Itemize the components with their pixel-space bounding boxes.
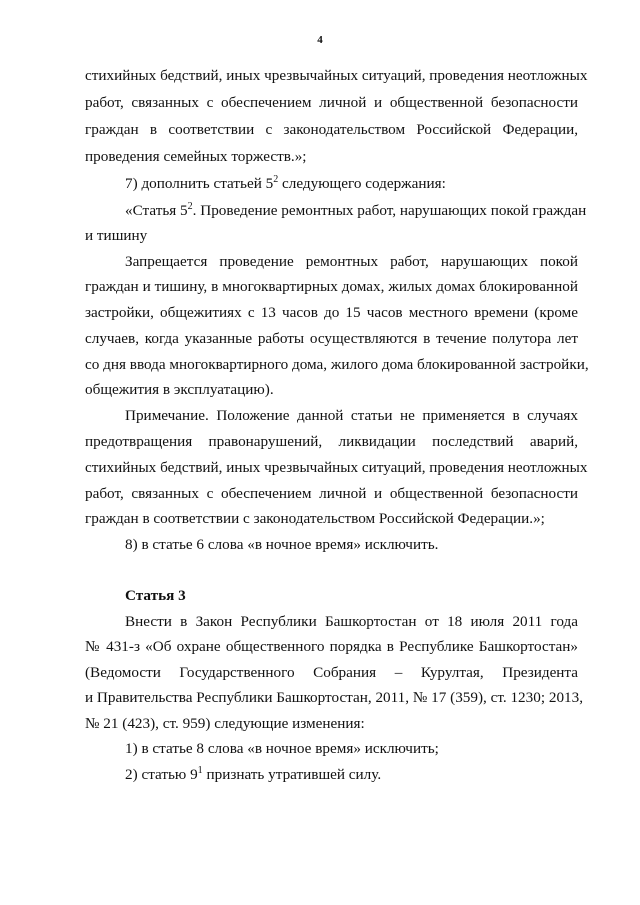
superscript-index: 2 <box>273 174 279 185</box>
text-line: граждан в соответствии с законодательством Российской Федерации.»; <box>85 510 545 527</box>
text-line: 1) в статье 8 слова «в ночное время» исключить; <box>125 740 439 757</box>
text-line: Внести в Закон Республики Башкортостан от 18 июля 2011 года <box>125 613 578 630</box>
section-heading: Статья 3 <box>125 587 186 604</box>
line-fragment: признать утратившей силу. <box>202 766 382 783</box>
page-number: 4 <box>317 34 323 46</box>
text-line <box>125 763 578 787</box>
text-line: граждан и тишину, в многоквартирных домах, жилых домах блокированной <box>85 278 578 295</box>
text-line: 8) в статье 6 слова «в ночное время» исключить. <box>125 536 439 553</box>
text-line <box>125 172 578 196</box>
text-line: № 431-з «Об охране общественного порядка в Республике Башкортостан» <box>85 638 578 655</box>
text-line: работ, связанных с обеспечением личной и общественной безопасности <box>85 485 578 502</box>
text-line: Запрещается проведение ремонтных работ, нарушающих покой <box>125 253 578 270</box>
text-line: застройки, общежитиях с 13 часов до 15 часов местного времени (кроме <box>85 304 578 321</box>
text-line: № 21 (423), ст. 959) следующие изменения: <box>85 715 365 732</box>
line-fragment: . Проведение ремонтных работ, нарушающих покой граждан <box>192 202 587 219</box>
line-fragment: следующего содержания: <box>278 175 446 192</box>
text-line: общежития в эксплуатацию). <box>85 381 274 398</box>
line-fragment: 2) статью 9 <box>125 766 198 783</box>
text-line: стихийных бедствий, иных чрезвычайных ситуаций, проведения неотложных <box>85 67 588 84</box>
text-line: проведения семейных торжеств.»; <box>85 148 307 165</box>
text-line: предотвращения правонарушений, ликвидации последствий аварий, <box>85 433 578 450</box>
text-line: (Ведомости Государственного Собрания – Курултая, Президента <box>85 664 578 681</box>
text-line: Примечание. Положение данной статьи не применяется в случаях <box>125 407 578 424</box>
line-fragment: «Статья 5 <box>125 202 188 219</box>
superscript-index: 1 <box>197 765 203 776</box>
text-line: стихийных бедствий, иных чрезвычайных ситуаций, проведения неотложных <box>85 459 588 476</box>
text-line: случаев, когда указанные работы осуществляются в течение полутора лет <box>85 330 578 347</box>
text-line: и Правительства Республики Башкортостан, 2011, № 17 (359), ст. 1230; 2013, <box>85 689 584 706</box>
line-fragment: 7) дополнить статьей 5 <box>125 175 274 192</box>
text-line: со дня ввода многоквартирного дома, жилого дома блокированной застройки, <box>85 356 589 373</box>
text-line: граждан в соответствии с законодательством Российской Федерации, <box>85 121 578 138</box>
text-line: и тишину <box>85 227 148 244</box>
superscript-index: 2 <box>187 201 193 212</box>
text-line: работ, связанных с обеспечением личной и общественной безопасности <box>85 94 578 111</box>
text-line <box>125 199 587 223</box>
